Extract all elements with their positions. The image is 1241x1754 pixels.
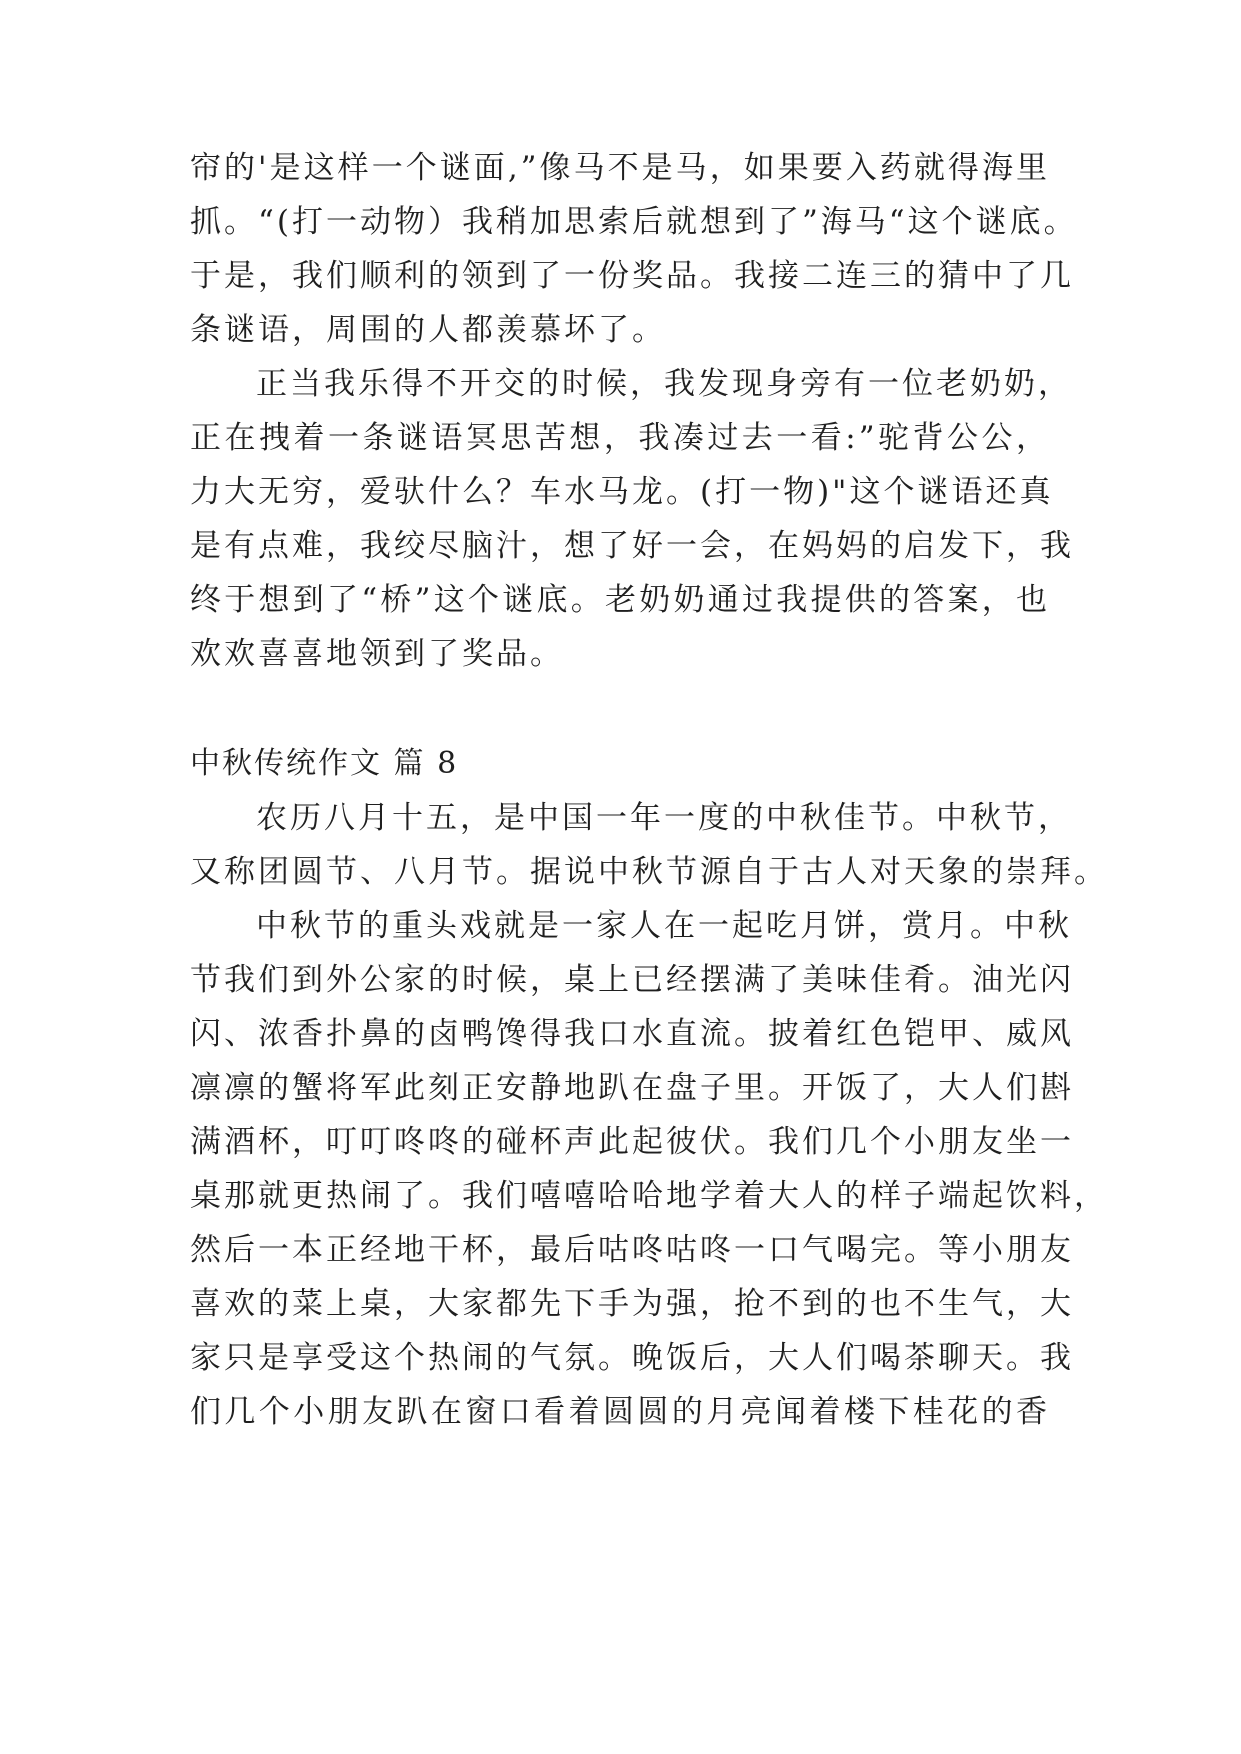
text-line: 满酒杯，叮叮咚咚的碰杯声此起彼伏。我们几个小朋友坐一 xyxy=(190,1124,1074,1160)
text-line: 农历八月十五，是中国一年一度的中秋佳节。中秋节， xyxy=(256,800,1072,836)
text-line: 们几个小朋友趴在窗口看着圆圆的月亮闻着楼下桂花的香 xyxy=(190,1394,1050,1430)
text-line: 中秋节的重头戏就是一家人在一起吃月饼，赏月。中秋 xyxy=(256,908,1072,944)
text-line: 帘的'是这样一个谜面,”像马不是马，如果要入药就得海里 xyxy=(190,150,1050,186)
section-heading: 中秋传统作文 篇 8 xyxy=(190,746,459,781)
text-line: 正当我乐得不开交的时候，我发现身旁有一位老奶奶， xyxy=(256,366,1072,402)
text-line: 正在拽着一条谜语冥思苦想，我凑过去一看:”驼背公公， xyxy=(190,420,1050,456)
text-line: 于是，我们顺利的领到了一份奖品。我接二连三的猜中了几 xyxy=(190,258,1074,294)
text-line: 力大无穷，爱驮什么？车水马龙。(打一物)"这个谜语还真 xyxy=(190,474,1054,510)
text-line: 欢欢喜喜地领到了奖品。 xyxy=(190,636,564,672)
text-line: 家只是享受这个热闹的气氛。晚饭后，大人们喝茶聊天。我 xyxy=(190,1340,1074,1376)
text-line: 然后一本正经地干杯，最后咕咚咕咚一口气喝完。等小朋友 xyxy=(190,1232,1074,1268)
text-line: 终于想到了“桥”这个谜底。老奶奶通过我提供的答案，也 xyxy=(190,582,1050,618)
text-line: 桌那就更热闹了。我们嘻嘻哈哈地学着大人的样子端起饮料， xyxy=(190,1178,1108,1214)
text-line: 是有点难，我绞尽脑汁，想了好一会，在妈妈的启发下，我 xyxy=(190,528,1074,564)
text-line: 喜欢的菜上桌，大家都先下手为强，抢不到的也不生气，大 xyxy=(190,1286,1074,1322)
text-line: 条谜语，周围的人都羡慕坏了。 xyxy=(190,312,666,348)
text-line: 节我们到外公家的时候，桌上已经摆满了美味佳肴。油光闪 xyxy=(190,962,1074,998)
text-line: 抓。“(打一动物）我稍加思索后就想到了”海马“这个谜底。 xyxy=(190,204,1078,240)
text-line: 凛凛的蟹将军此刻正安静地趴在盘子里。开饭了，大人们斟 xyxy=(190,1070,1074,1106)
text-line: 闪、浓香扑鼻的卤鸭馋得我口水直流。披着红色铠甲、威风 xyxy=(190,1016,1074,1052)
text-line: 又称团圆节、八月节。据说中秋节源自于古人对天象的崇拜。 xyxy=(190,854,1108,890)
